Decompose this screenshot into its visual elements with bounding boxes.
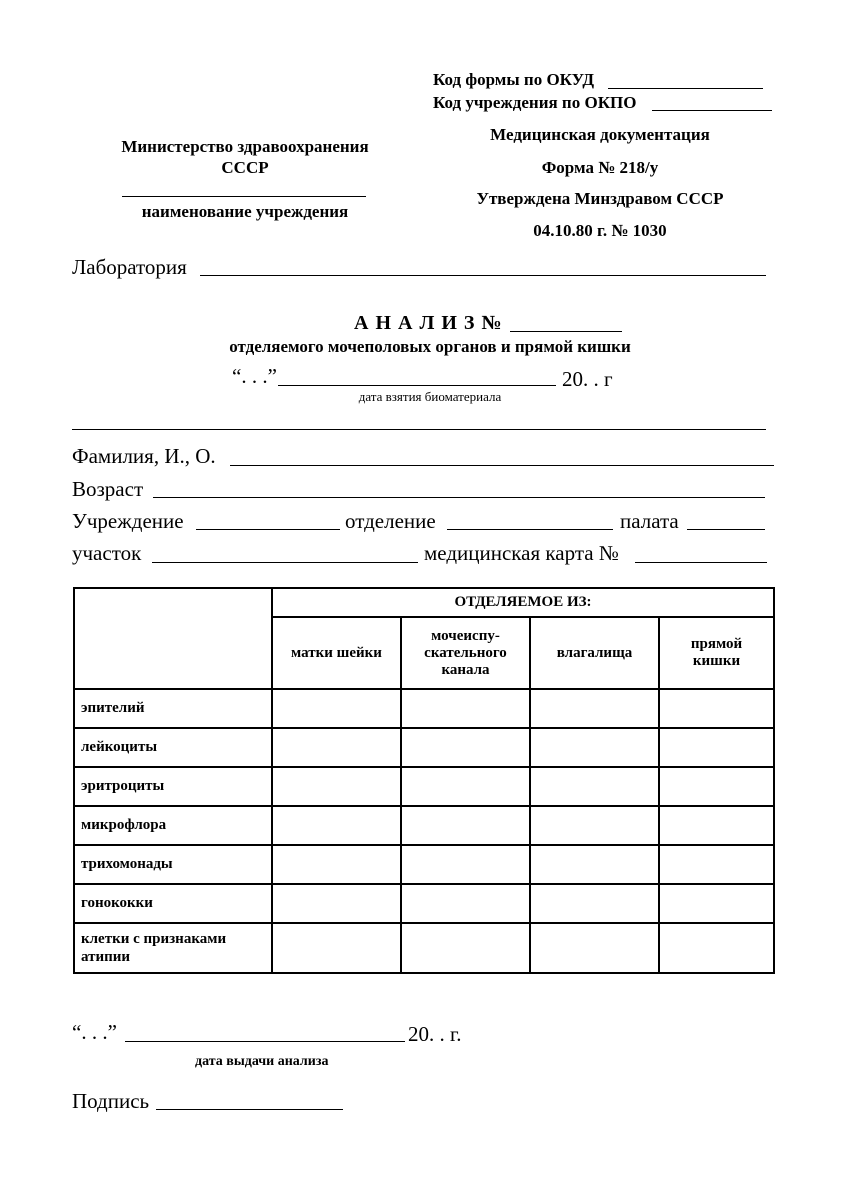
row-label: эпителий: [74, 689, 272, 728]
table-row: [74, 767, 774, 806]
row-label: клетки с признаками атипии: [74, 923, 272, 973]
result-cell[interactable]: [530, 923, 659, 973]
analysis-number-field[interactable]: [510, 331, 622, 332]
issue-date-field[interactable]: [125, 1041, 405, 1042]
analysis-subtitle: отделяемого мочеполовых органов и прямой кишки: [229, 337, 631, 356]
result-cell[interactable]: [530, 767, 659, 806]
result-cell[interactable]: [272, 845, 401, 884]
ward-label: палата: [620, 509, 679, 533]
row-label: лейкоциты: [74, 728, 272, 767]
column-header-rectum: прямой кишки: [659, 617, 774, 689]
district-label: участок: [72, 541, 142, 565]
results-table: [73, 587, 775, 974]
issue-year: 20. . г.: [408, 1022, 462, 1046]
age-label: Возраст: [72, 477, 144, 501]
result-cell[interactable]: [401, 806, 530, 845]
approved-text: Утверждена Минздравом СССР: [476, 189, 724, 208]
result-cell[interactable]: [530, 884, 659, 923]
form-number: Форма № 218/у: [541, 158, 659, 177]
table-row: [74, 884, 774, 923]
result-cell[interactable]: [272, 884, 401, 923]
table-row: [74, 689, 774, 728]
column-header-urethra: мочеиспу- скательного канала: [401, 617, 530, 689]
ward-field[interactable]: [687, 529, 765, 530]
institution-name-field[interactable]: [122, 196, 366, 197]
result-cell[interactable]: [401, 689, 530, 728]
analysis-title: А Н А Л И З №: [354, 312, 503, 334]
issue-date-caption: дата выдачи анализа: [195, 1054, 329, 1069]
name-label: Фамилия, И., О.: [72, 444, 216, 468]
result-cell[interactable]: [401, 845, 530, 884]
result-cell[interactable]: [659, 806, 774, 845]
table-row: [74, 923, 774, 973]
okud-field[interactable]: [608, 88, 763, 89]
approval-date: 04.10.80 г. № 1030: [533, 221, 667, 240]
result-cell[interactable]: [659, 884, 774, 923]
signature-field[interactable]: [156, 1109, 343, 1110]
result-cell[interactable]: [530, 845, 659, 884]
sample-date-caption: дата взятия биоматериала: [358, 389, 502, 404]
row-label: микрофлора: [74, 806, 272, 845]
signature-label: Подпись: [72, 1089, 150, 1113]
institution-label: Учреждение: [72, 509, 184, 533]
result-cell[interactable]: [401, 884, 530, 923]
row-label: трихомонады: [74, 845, 272, 884]
result-cell[interactable]: [272, 689, 401, 728]
issue-date-quote: “. . .”: [72, 1020, 117, 1044]
result-cell[interactable]: [401, 923, 530, 973]
column-header-vagina: влагалища: [530, 617, 659, 689]
medcard-field[interactable]: [635, 562, 767, 563]
column-header-cervix: матки шейки: [272, 617, 401, 689]
result-cell[interactable]: [530, 689, 659, 728]
result-cell[interactable]: [659, 923, 774, 973]
result-cell[interactable]: [659, 689, 774, 728]
age-field[interactable]: [153, 497, 765, 498]
result-cell[interactable]: [272, 767, 401, 806]
med-doc-text: Медицинская документация: [490, 125, 710, 144]
separator-line: [72, 429, 766, 430]
okpo-field[interactable]: [652, 110, 772, 111]
row-label: эритроциты: [74, 767, 272, 806]
group-header: ОТДЕЛЯЕМОЕ ИЗ:: [272, 588, 774, 617]
result-cell[interactable]: [530, 728, 659, 767]
result-cell[interactable]: [659, 845, 774, 884]
result-cell[interactable]: [659, 767, 774, 806]
ministry-line1: Министерство здравоохранения: [121, 137, 369, 156]
medcard-label: медицинская карта №: [424, 541, 619, 565]
table-row: [74, 845, 774, 884]
sample-date-quote: “. . .”: [232, 364, 277, 388]
institution-caption: наименование учреждения: [141, 202, 349, 221]
district-field[interactable]: [152, 562, 418, 563]
result-cell[interactable]: [272, 728, 401, 767]
table-row: [74, 806, 774, 845]
table-corner-cell: [74, 588, 272, 689]
table-row: [74, 728, 774, 767]
sample-year: 20. . г: [562, 367, 613, 391]
department-label: отделение: [345, 509, 436, 533]
ministry-line2: СССР: [221, 158, 269, 177]
result-cell[interactable]: [272, 806, 401, 845]
result-cell[interactable]: [272, 923, 401, 973]
lab-label: Лаборатория: [72, 255, 187, 279]
sample-date-field[interactable]: [278, 385, 556, 386]
result-cell[interactable]: [530, 806, 659, 845]
result-cell[interactable]: [401, 767, 530, 806]
okpo-label: Код учреждения по ОКПО: [433, 93, 637, 112]
name-field[interactable]: [230, 465, 774, 466]
department-field[interactable]: [447, 529, 613, 530]
lab-field[interactable]: [200, 275, 766, 276]
result-cell[interactable]: [401, 728, 530, 767]
okud-label: Код формы по ОКУД: [433, 70, 595, 89]
row-label: гонококки: [74, 884, 272, 923]
institution-field[interactable]: [196, 529, 340, 530]
result-cell[interactable]: [659, 728, 774, 767]
